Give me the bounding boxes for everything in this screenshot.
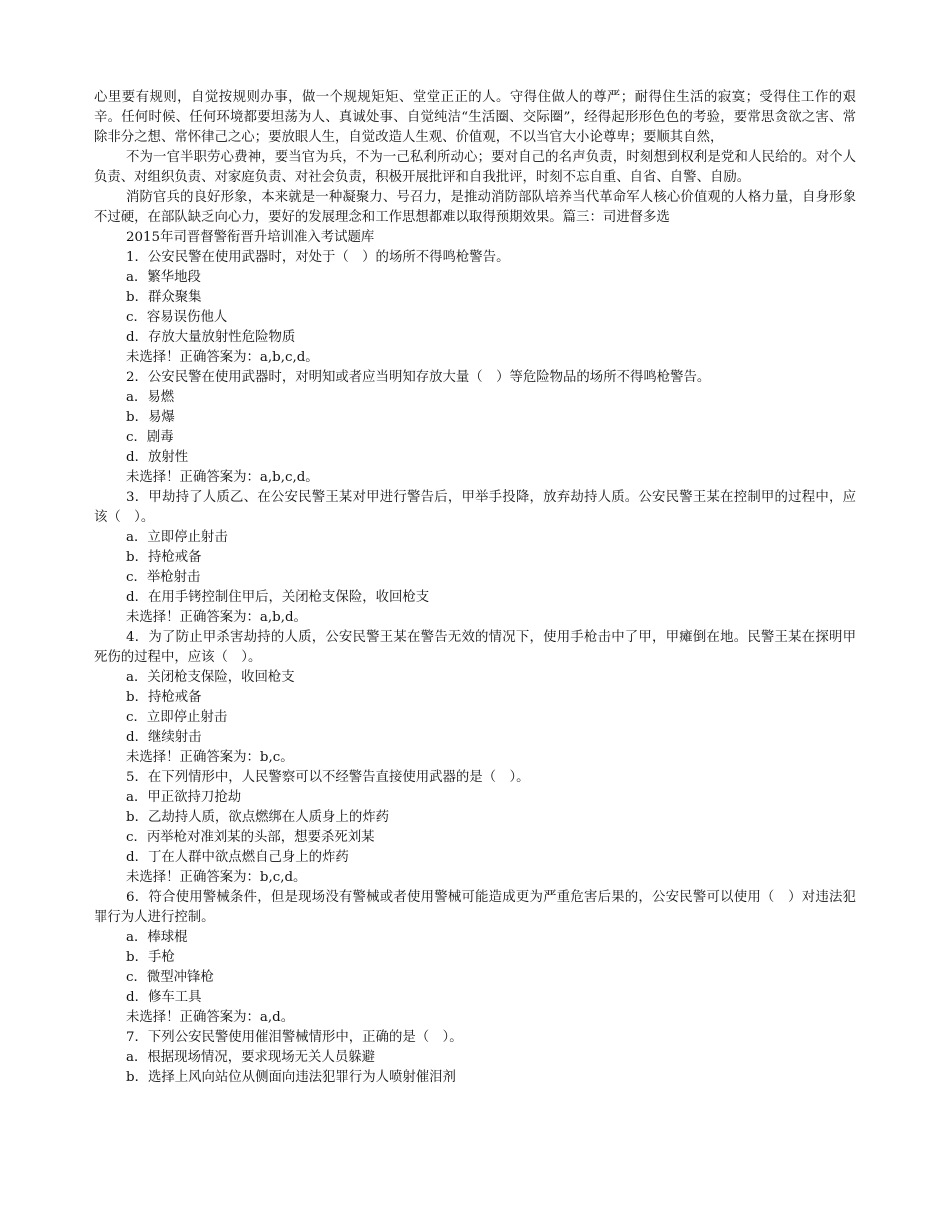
correct-answer: 未选择！正确答案为：a,b,c,d。 — [126, 350, 319, 365]
answer-option: a．根据现场情况，要求现场无关人员躲避 — [126, 1050, 376, 1065]
answer-option: a．关闭枪支保险，收回枪支 — [126, 670, 295, 685]
answer-option: c．立即停止射击 — [126, 710, 228, 725]
question-item — [94, 488, 856, 628]
correct-answer: 未选择！正确答案为：a,b,d。 — [126, 610, 307, 625]
answer-option: d．修车工具 — [126, 990, 202, 1005]
body-paragraph: 消防官兵的良好形象，本来就是一种凝聚力、号召力，是推动消防部队培养当代革命军人核心价值观的人格力量，自身形象不过硬，在部队缺乏向心力，要好的发展理念和工作思想都难以取得预期效果。篇三：司进督多选 — [94, 190, 856, 225]
question-item — [94, 768, 856, 888]
question-text: 7．下列公安民警使用催泪警械情形中，正确的是（ ）。 — [126, 1030, 463, 1045]
answer-option: b．手枪 — [126, 950, 175, 965]
answer-option: d．在用手铐控制住甲后，关闭枪支保险，收回枪支 — [126, 590, 430, 605]
question-list — [94, 248, 856, 1088]
exam-title: 2015年司晋督警衔晋升培训准入考试题库 — [126, 230, 375, 245]
answer-option: c．容易误伤他人 — [126, 310, 228, 325]
answer-option: c．剧毒 — [126, 430, 174, 445]
question-item — [94, 628, 856, 768]
question-item — [94, 888, 856, 1028]
answer-option: b．易爆 — [126, 410, 175, 425]
answer-option: d．丁在人群中欲点燃自己身上的炸药 — [126, 850, 349, 865]
answer-option: d．继续射击 — [126, 730, 202, 745]
body-paragraph: 心里要有规则，自觉按规则办事，做一个规规矩矩、堂堂正正的人。守得住做人的尊严；耐得住生活的寂寞；受得住工作的艰辛。任何时候、任何环境都要坦荡为人、真诚处事、自觉纯洁“生活圈、交际圈”，经得起形形色色的考验，要常思贪欲之害、常除非分之想、常怀律己之心；要放眼人生，自觉改造人生观、价值观，不以当官大小论尊卑；要顺其自然， — [94, 90, 856, 145]
answer-option: d．放射性 — [126, 450, 189, 465]
answer-option: c．举枪射击 — [126, 570, 201, 585]
correct-answer: 未选择！正确答案为：a,d。 — [126, 1010, 295, 1025]
answer-option: d．存放大量放射性危险物质 — [126, 330, 296, 345]
question-item — [94, 248, 856, 368]
question-text: 2．公安民警在使用武器时，对明知或者应当明知存放大量（ ）等危险物品的场所不得鸣枪警告。 — [126, 370, 711, 385]
answer-option: a．立即停止射击 — [126, 530, 228, 545]
body-paragraph: 不为一官半职劳心费神，要当官为兵，不为一己私利所动心；要对自己的名声负责，时刻想到权利是党和人民给的。对个人负责、对组织负责、对家庭负责、对社会负责，积极开展批评和自我批评，时刻不忘自重、自省、自警、自励。 — [94, 150, 856, 185]
question-item — [94, 1028, 856, 1088]
question-item — [94, 368, 856, 488]
correct-answer: 未选择！正确答案为：b,c,d。 — [126, 870, 307, 885]
question-text: 6．符合使用警械条件，但是现场没有警械或者使用警械可能造成更为严重危害后果的，公安民警可以使用（ ）对违法犯罪行为人进行控制。 — [94, 890, 856, 925]
question-text: 3．甲劫持了人质乙、在公安民警王某对甲进行警告后，甲举手投降，放弃劫持人质。公安民警王某在控制甲的过程中，应该（ ）。 — [94, 490, 856, 525]
answer-option: b．乙劫持人质，欲点燃绑在人质身上的炸药 — [126, 810, 389, 825]
correct-answer: 未选择！正确答案为：b,c。 — [126, 750, 294, 765]
answer-option: c．丙举枪对准刘某的头部，想要杀死刘某 — [126, 830, 375, 845]
answer-option: a．易燃 — [126, 390, 175, 405]
answer-option: c．微型冲锋枪 — [126, 970, 214, 985]
question-text: 4．为了防止甲杀害劫持的人质，公安民警王某在警告无效的情况下，使用手枪击中了甲，甲瘫倒在地。民警王某在探明甲死伤的过程中，应该（ ）。 — [94, 630, 856, 665]
correct-answer: 未选择！正确答案为：a,b,c,d。 — [126, 470, 319, 485]
answer-option: a．甲正欲持刀抢劫 — [126, 790, 242, 805]
question-text: 5．在下列情形中，人民警察可以不经警告直接使用武器的是（ ）。 — [126, 770, 530, 785]
answer-option: b．持枪戒备 — [126, 550, 202, 565]
answer-option: b．持枪戒备 — [126, 690, 202, 705]
answer-option: a．繁华地段 — [126, 270, 201, 285]
answer-option: b．群众聚集 — [126, 290, 202, 305]
answer-option: a．棒球棍 — [126, 930, 188, 945]
answer-option: b．选择上风向站位从侧面向违法犯罪行为人喷射催泪剂 — [126, 1070, 456, 1085]
question-text: 1．公安民警在使用武器时，对处于（ ）的场所不得鸣枪警告。 — [126, 250, 510, 265]
